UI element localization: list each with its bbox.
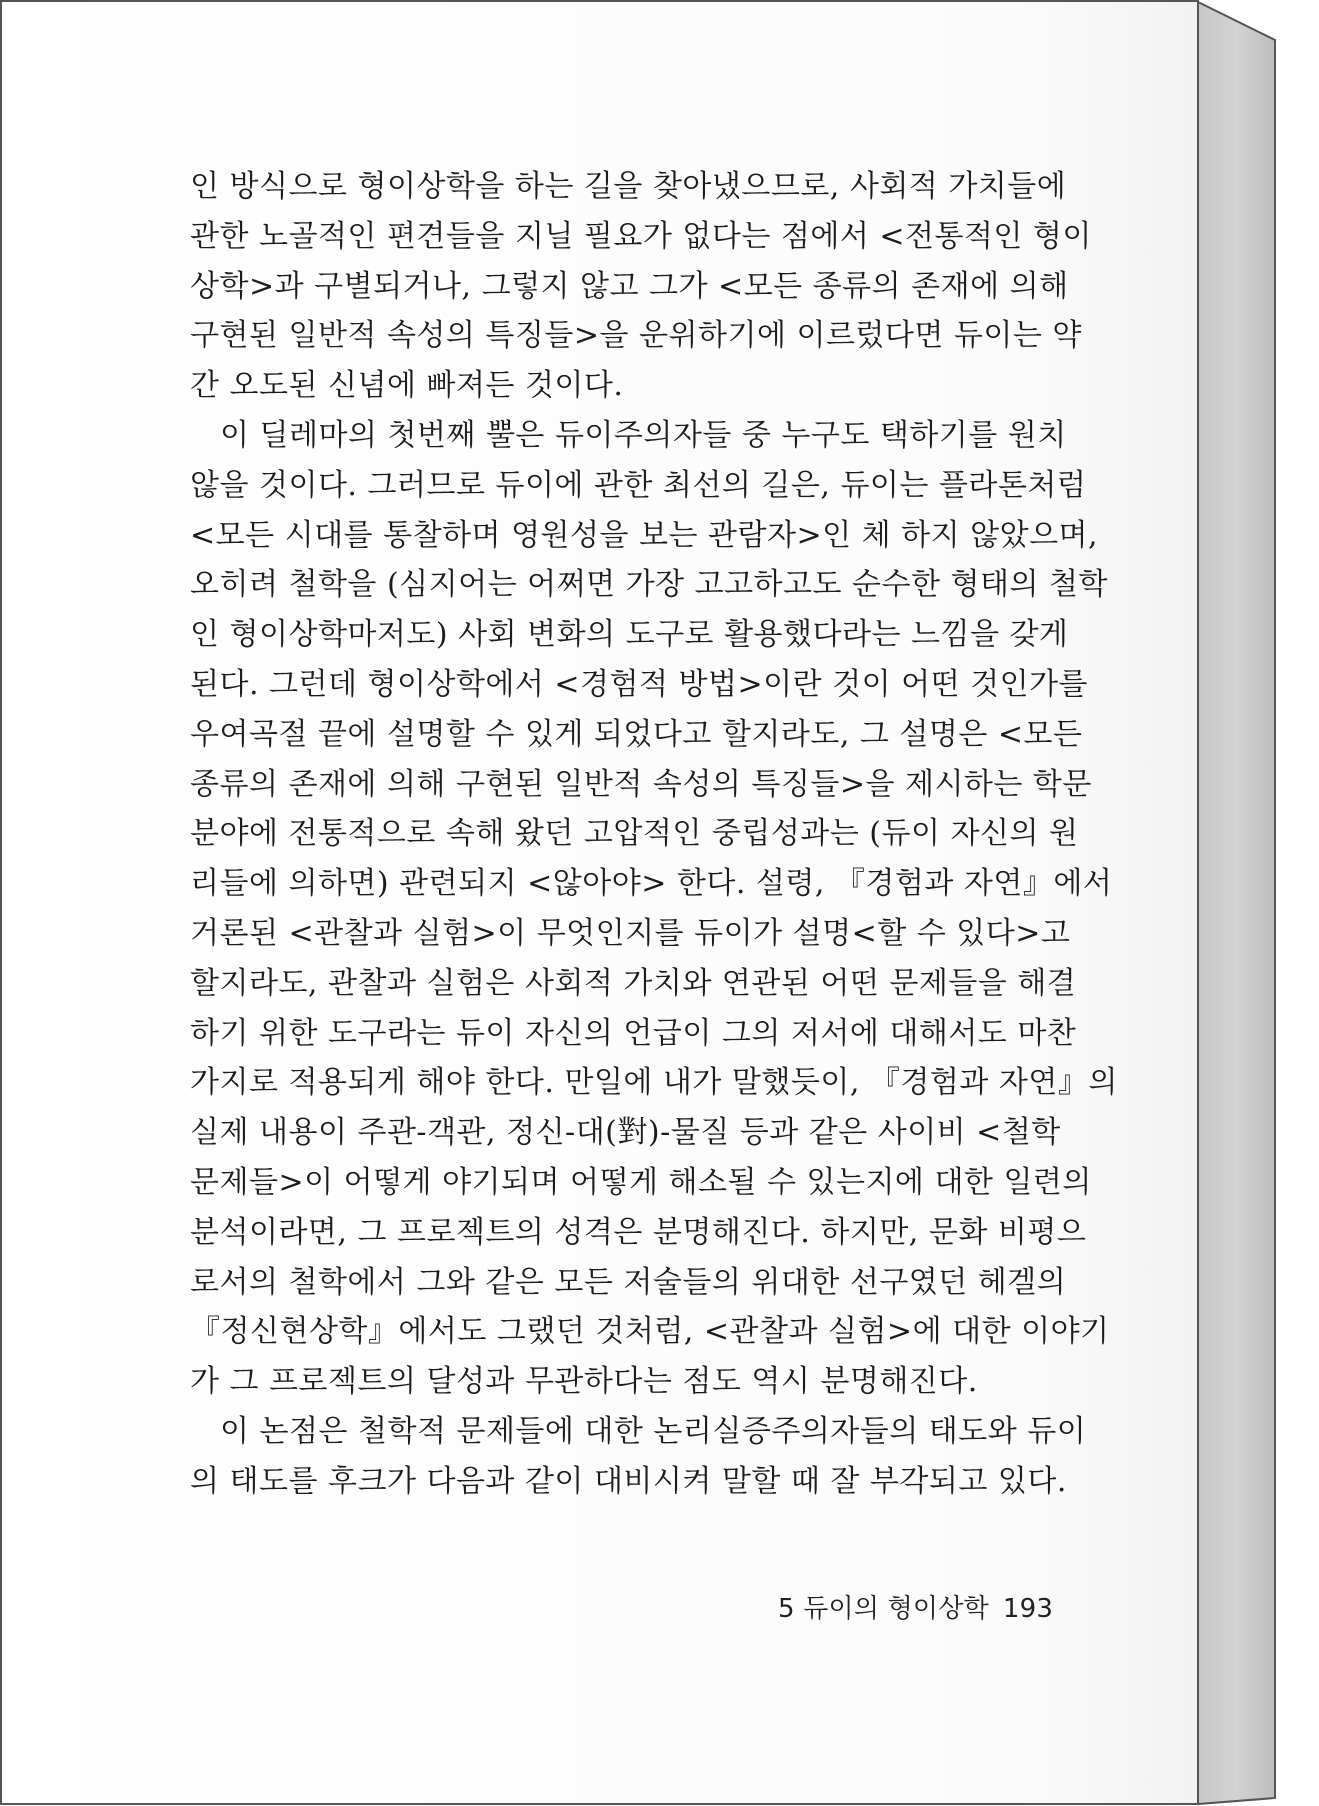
text-line: 가 그 프로젝트의 달성과 무관하다는 점도 역시 분명해진다. (190, 1364, 978, 1400)
text-line: 문제들>이 어떻게 야기되며 어떻게 해소될 수 있는지에 대한 일련의 (190, 1164, 1092, 1200)
text-line: 구현된 일반적 속성의 특징들>을 운위하기에 이르렀다면 듀이는 약 (190, 318, 1082, 354)
text-line: <모든 시대를 통찰하며 영원성을 보는 관람자>인 체 하지 않았으며, (190, 517, 1099, 553)
text-line: 실제 내용이 주관-객관, 정신-대(對)-물질 등과 같은 사이비 <철학 (190, 1115, 1061, 1151)
running-footer (778, 1588, 1053, 1625)
text-line: 『정신현상학』에서도 그랬던 것처럼, <관찰과 실험>에 대한 이야기 (190, 1314, 1110, 1350)
text-line: 로서의 철학에서 그와 같은 모든 저술들의 위대한 선구였던 헤겔의 (190, 1264, 1067, 1300)
text-line: 인 형이상학마저도) 사회 변화의 도구로 활용했다라는 느낌을 갖게 (190, 617, 1069, 653)
text-line: 간 오도된 신념에 빠져든 것이다. (190, 368, 624, 404)
text-line: 리들에 의하면) 관련되지 <않아야> 한다. 설령, 『경험과 자연』에서 (190, 866, 1113, 902)
text-line: 인 방식으로 형이상학을 하는 길을 찾아냈으므로, 사회적 가치들에 (190, 169, 1067, 204)
text-line: 된다. 그런데 형이상학에서 <경험적 방법>이란 것이 어떤 것인가를 (190, 666, 1089, 702)
body-text (190, 162, 1118, 1507)
text-line: 않을 것이다. 그러므로 듀이에 관한 최선의 길은, 듀이는 플라톤처럼 (190, 467, 1087, 503)
text-line: 분야에 전통적으로 속해 왔던 고압적인 중립성과는 (듀이 자신의 원 (190, 816, 1079, 852)
text-line: 이 딜레마의 첫번째 뿔은 듀이주의자들 중 누구도 택하기를 원치 (220, 417, 1067, 453)
page-number: 193 (1002, 1594, 1054, 1624)
text-line: 상학>과 구별되거나, 그렇지 않고 그가 <모든 종류의 존재에 의해 (190, 268, 1069, 304)
text-line: 이 논점은 철학적 문제들에 대한 논리실증주의자들의 태도와 듀이 (220, 1413, 1087, 1449)
chapter-title: 5 듀이의 형이상학 (778, 1594, 989, 1624)
text-line: 하기 위한 도구라는 듀이 자신의 언급이 그의 저서에 대해서도 마찬 (190, 1015, 1077, 1051)
text-line: 분석이라면, 그 프로젝트의 성격은 분명해진다. 하지만, 문화 비평으 (190, 1214, 1087, 1250)
text-line: 할지라도, 관찰과 실험은 사회적 가치와 연관된 어떤 문제들을 해결 (190, 965, 1077, 1001)
text-line: 오히려 철학을 (심지어는 어쩌면 가장 고고하고도 순수한 형태의 철학 (190, 567, 1108, 603)
text-line: 거론된 <관찰과 실험>이 무엇인지를 듀이가 설명<할 수 있다>고 (190, 915, 1071, 951)
text-line: 우여곡절 끝에 설명할 수 있게 되었다고 할지라도, 그 설명은 <모든 (190, 716, 1083, 752)
text-line: 관한 노골적인 편견들을 지닐 필요가 없다는 점에서 <전통적인 형이 (190, 218, 1092, 254)
text-line: 의 태도를 후크가 다음과 같이 대비시켜 말할 때 잘 부각되고 있다. (190, 1463, 1067, 1499)
text-line: 종류의 존재에 의해 구현된 일반적 속성의 특징들>을 제시하는 학문 (190, 766, 1092, 802)
text-line: 가지로 적용되게 해야 한다. 만일에 내가 말했듯이, 『경험과 자연』의 (190, 1065, 1118, 1101)
